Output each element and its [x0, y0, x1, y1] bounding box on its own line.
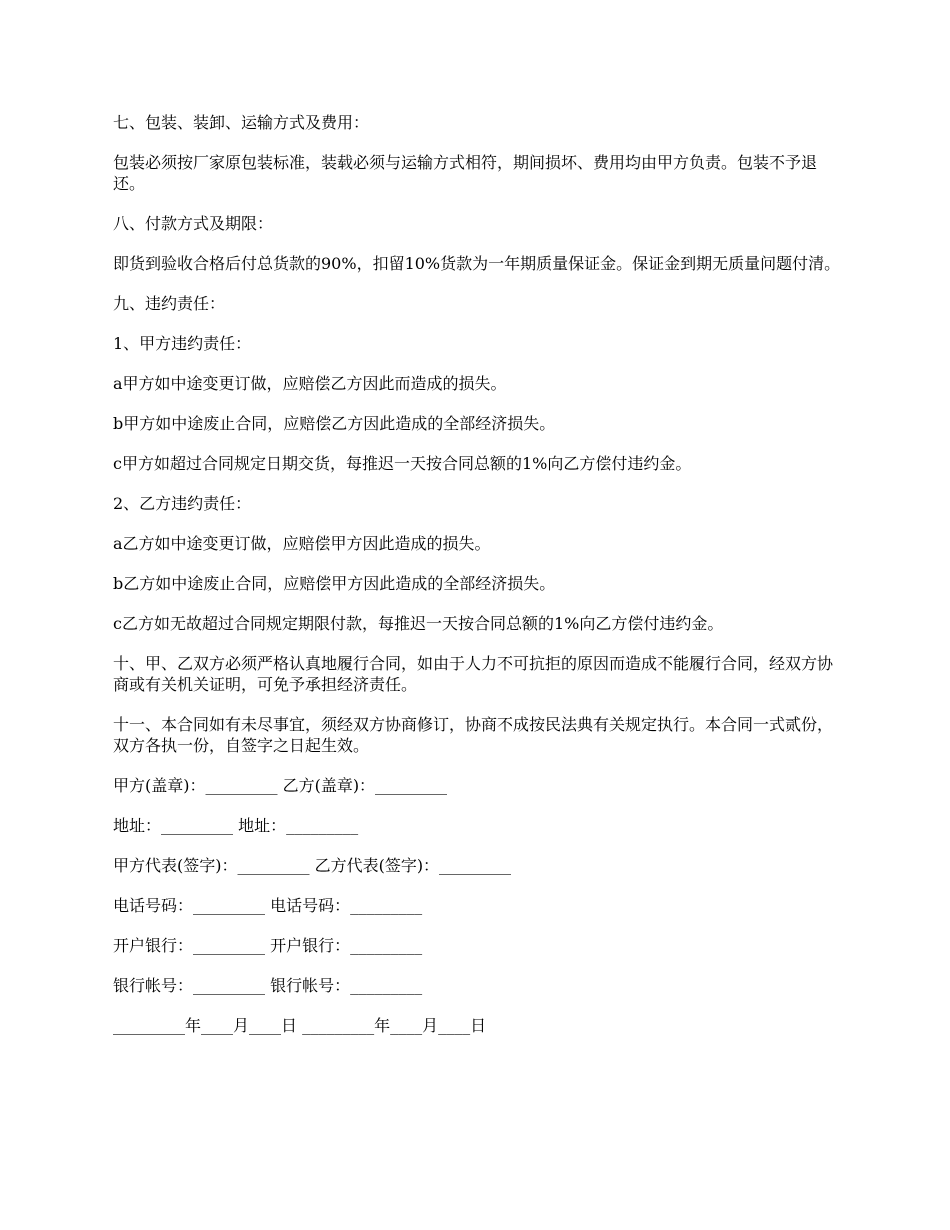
party-a-liability-b: b甲方如中途废止合同，应赔偿乙方因此造成的全部经济损失。 — [113, 414, 556, 433]
bank-line: 开户银行：_________ 开户银行：_________ — [113, 936, 423, 955]
signature-seal-line: 甲方(盖章)：_________ 乙方(盖章)：_________ — [113, 776, 448, 795]
section-9-heading: 九、违约责任： — [113, 294, 226, 313]
account-line: 银行帐号：_________ 银行帐号：_________ — [113, 976, 423, 995]
address-line: 地址：_________ 地址：_________ — [113, 816, 359, 835]
contract-page — [113, 112, 841, 1055]
section-7-body: 包装必须按厂家原包装标准，装载必须与运输方式相符，期间损坏、费用均由甲方负责。包装不予退还。 — [113, 153, 818, 193]
party-a-liability-c: c甲方如超过合同规定日期交货，每推迟一天按合同总额的1%向乙方偿付违约金。 — [113, 454, 692, 473]
party-b-liability-a: a乙方如中途变更订做，应赔偿甲方因此造成的损失。 — [113, 534, 491, 553]
section-10: 十、甲、乙双方必须严格认真地履行合同，如由于人力不可抗拒的原因而造成不能履行合同，经双方协商或有关机关证明，可免予承担经济责任。 — [113, 654, 834, 694]
section-7-heading: 七、包装、装卸、运输方式及费用： — [113, 113, 370, 132]
party-b-liability-c: c乙方如无故超过合同规定期限付款，每推迟一天按合同总额的1%向乙方偿付违约金。 — [113, 614, 724, 633]
party-b-liability-b: b乙方如中途废止合同，应赔偿甲方因此造成的全部经济损失。 — [113, 574, 556, 593]
phone-line: 电话号码：_________ 电话号码：_________ — [113, 896, 423, 915]
date-line: _________年____月____日 _________年____月____日 — [113, 1016, 487, 1035]
section-8-heading: 八、付款方式及期限： — [113, 214, 274, 233]
representative-line: 甲方代表(签字)：_________ 乙方代表(签字)：_________ — [113, 856, 512, 875]
party-a-liability-heading: 1、甲方违约责任： — [113, 334, 252, 353]
section-11: 十一、本合同如有未尽事宜，须经双方协商修订，协商不成按民法典有关规定执行。本合同一式贰份，双方各执一份，自签字之日起生效。 — [113, 715, 834, 755]
party-a-liability-a: a甲方如中途变更订做，应赔偿乙方因此而造成的损失。 — [113, 374, 507, 393]
section-8-body: 即货到验收合格后付总货款的90%，扣留10%货款为一年期质量保证金。保证金到期无质量问题付清。 — [113, 254, 841, 273]
party-b-liability-heading: 2、乙方违约责任： — [113, 494, 252, 513]
